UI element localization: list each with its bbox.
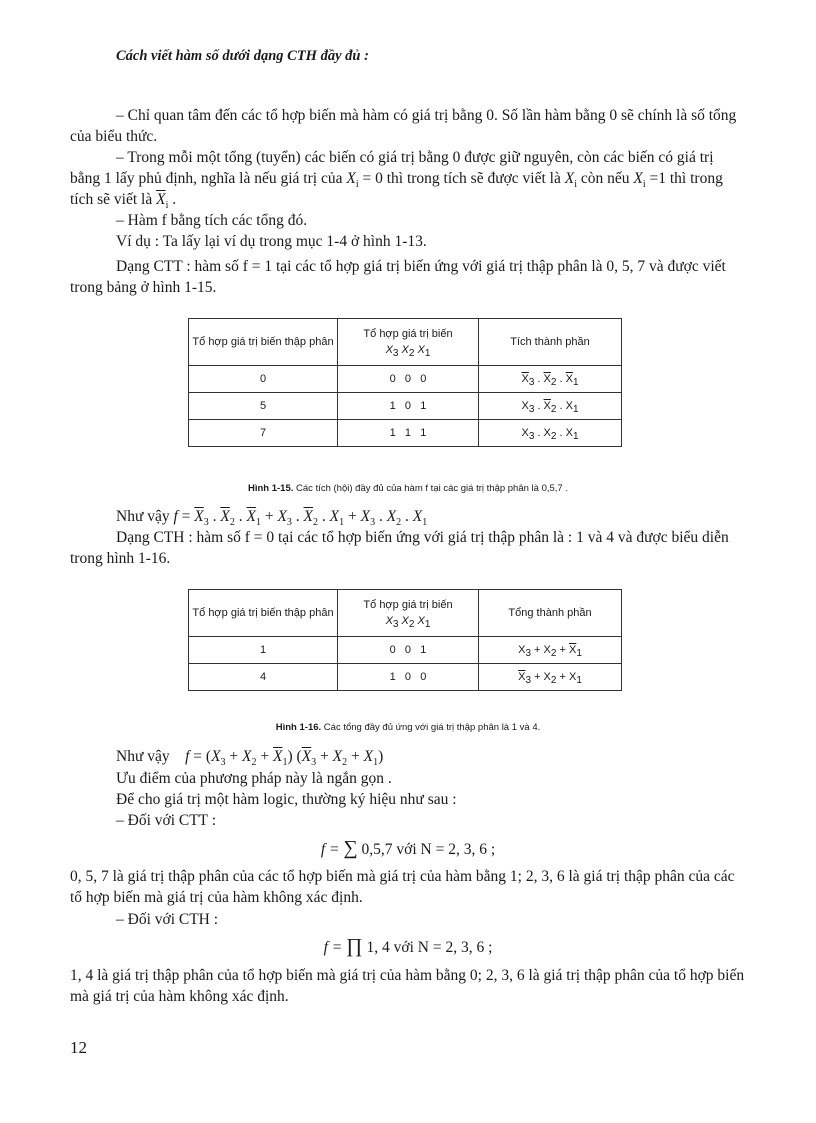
formula-cth-expression: Như vậy $f = (X_3 + X_2 + \overline{X}_1) (\overline{X}_3 + X_2 + X_1)$ bbox=[116, 748, 384, 769]
section-heading: Cách viết hàm số dưới dạng CTH đầy đủ : bbox=[116, 48, 369, 64]
table-header: Tổ hợp giá trị biến $X_3$ $X_2$ $X_1$ bbox=[338, 319, 479, 366]
paragraph-1: – Chỉ quan tâm đến các tổ hợp biến mà hàm có giá trị bằng 0. Số lần hàm bằng 0 sẽ chính là số tổng của biểu thức. bbox=[70, 107, 737, 145]
table-row: 0 0 0 0 $\overline{X}_3$ . $\overline{X}_2$ . $\overline{X}_1$ bbox=[189, 366, 622, 393]
table-figure-1-15 bbox=[188, 318, 622, 447]
paragraph-2: – Trong mỗi một tổng (tuyển) các biến có giá trị bằng 0 được giữ nguyên, còn các biến có giá trị bằng 1 lấy phủ định, nghĩa là nếu giá trị của $X_i = 0$ thì trong tích sẽ được viết là $X_i$ còn nếu $X_i =1$ thì trong tích sẽ viết là $\overline{X}_i$ . bbox=[70, 149, 723, 212]
table-row: 4 1 0 0 $\overline{X}_3 + X_2 + X_1$ bbox=[189, 664, 622, 691]
figure-caption-1-16: Hình 1-16. Các tổng đầy đủ ứng với giá trị thập phân là 1 và 4. bbox=[275, 722, 541, 733]
table-row: 5 1 0 1 $X_3$ . $\overline{X}_2$ . $X_1$ bbox=[189, 393, 622, 420]
figure-caption-1-15: Hình 1-15. Các tích (hội) đầy đủ của hàm f tại các giá trị thập phân là 0,5,7 . bbox=[247, 483, 568, 494]
paragraph-13: – Đối với CTH : bbox=[116, 911, 219, 928]
formula-cth-product: f = ∏ 1, 4 với N = 2, 3, 6 ; bbox=[323, 935, 493, 957]
table-header: Tổ hợp giá trị biến $X_3$ $X_2$ $X_1$ bbox=[338, 590, 479, 637]
paragraph-3: – Hàm f bằng tích các tổng đó. bbox=[116, 212, 308, 229]
table-header: Tổ hợp giá trị biến thập phân bbox=[189, 590, 338, 637]
paragraph-12: 0, 5, 7 là giá trị thập phân của các tổ hợp biến mà giá trị của hàm bằng 1; 2, 3, 6 là giá trị thập phân của các tổ hợp biến mà giá trị của hàm không xác định. bbox=[70, 868, 735, 906]
table-header: Tích thành phần bbox=[479, 319, 622, 366]
paragraph-4: Ví dụ : Ta lấy lại ví dụ trong mục 1-4 ở hình 1-13. bbox=[116, 233, 427, 250]
paragraph-14: 1, 4 là giá trị thập phân của tổ hợp biến mà giá trị của hàm bằng 0; 2, 3, 6 là giá trị thập phân của tổ hợp biến mà giá trị của hàm không xác định. bbox=[70, 967, 745, 1005]
paragraph-10: Để cho giá trị một hàm logic, thường ký hiệu như sau : bbox=[116, 791, 457, 808]
paragraph-11: – Đối với CTT : bbox=[116, 812, 217, 829]
paragraph-5: Dạng CTT : hàm số f = 1 tại các tổ hợp giá trị biến ứng với giá trị thập phân là 0, 5, 7 và được viết trong bảng ở hình 1-15. bbox=[70, 258, 726, 296]
table-figure-1-16 bbox=[188, 589, 622, 691]
page-number: 12 bbox=[70, 1038, 87, 1057]
table-header: Tổng thành phần bbox=[479, 590, 622, 637]
table-row: 7 1 1 1 $X_3$ . $X_2$ . $X_1$ bbox=[189, 420, 622, 447]
formula-ctt-sum: f = ∑ 0,5,7 với N = 2, 3, 6 ; bbox=[320, 837, 496, 859]
table-header: Tổ hợp giá trị biến thập phân bbox=[189, 319, 338, 366]
paragraph-7: Dạng CTH : hàm số f = 0 tại các tổ hợp biến ứng với giá trị thập phân là : 1 và 4 và được biểu diễn trong hình 1-16. bbox=[70, 529, 729, 567]
paragraph-9: Ưu điểm của phương pháp này là ngắn gọn . bbox=[116, 770, 392, 787]
table-row: 1 0 0 1 $X_3 + X_2 + \overline{X}_1$ bbox=[189, 637, 622, 664]
formula-ctt-expression: Như vậy $f = \overline{X}_3$ . $\overline{X}_2$ . $\overline{X}_1 + X_3$ . $\overline{X}_2$ . $X_1 + X_3$ . $X_2$ . $X_1$ bbox=[116, 508, 428, 529]
